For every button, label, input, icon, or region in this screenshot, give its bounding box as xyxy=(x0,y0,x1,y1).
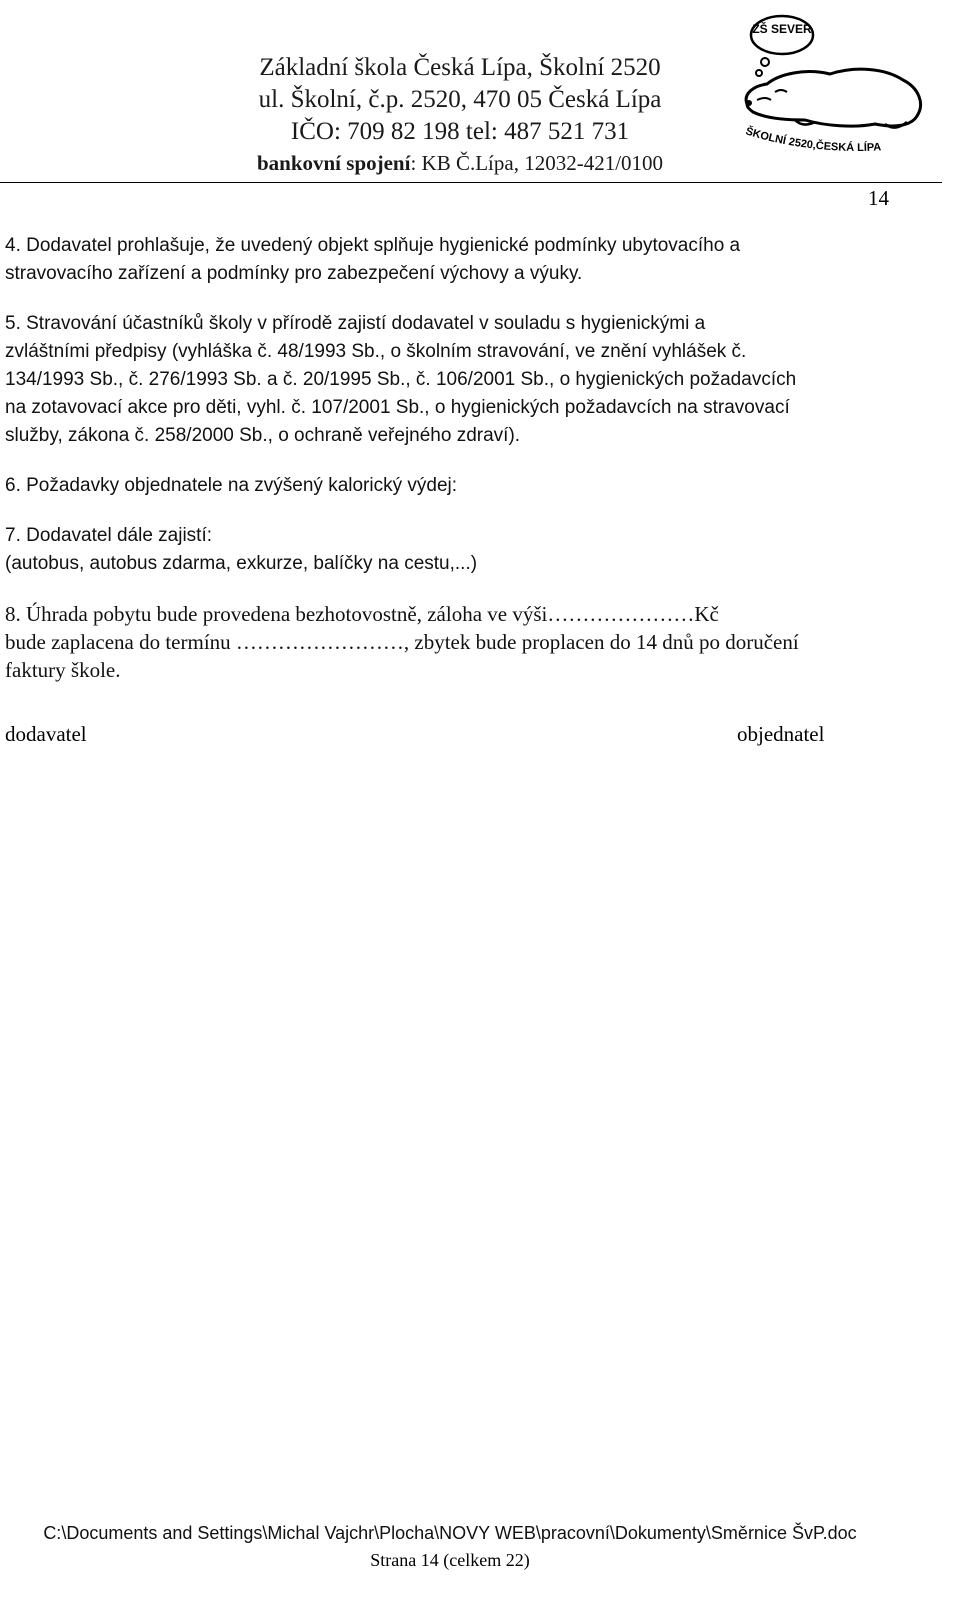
paragraph-5-line-2: zvláštními předpisy (vyhláška č. 48/1993 Sb., o školním stravování, ve znění vyhlášek č. xyxy=(5,341,747,362)
school-address: ul. Školní, č.p. 2520, 470 05 Česká Lípa xyxy=(258,86,662,113)
paragraph-8-line-2: bude zaplacena do termínu ……………………, zbytek bude proplacen do 14 dnů po doručení xyxy=(5,630,799,654)
logo-top-text: ZŠ SEVER xyxy=(752,22,812,36)
signature-dodavatel: dodavatel xyxy=(5,722,87,746)
paragraph-4-line-2: stravovacího zařízení a podmínky pro zabezpečení výchovy a výuky. xyxy=(5,263,583,284)
footer-file-path: C:\Documents and Settings\Michal Vajchr\Plocha\NOVY WEB\pracovní\Dokumenty\Směrnice ŠvP.doc xyxy=(43,1523,857,1543)
paragraph-4-line-1: 4. Dodavatel prohlašuje, že uvedený objekt splňuje hygienické podmínky ubytovacího a xyxy=(5,235,741,256)
school-logo xyxy=(735,8,930,173)
paragraph-6: 6. Požadavky objednatele na zvýšený kalorický výdej: xyxy=(5,475,458,496)
bank-label: bankovní spojení xyxy=(256,151,411,175)
signature-objednatel: objednatel xyxy=(737,722,825,746)
logo-bottom-text: ŠKOLNÍ 2520,ČESKÁ LÍPA xyxy=(744,125,882,154)
page-number: 14 xyxy=(868,186,889,210)
paragraph-5-line-3: 134/1993 Sb., č. 276/1993 Sb. a č. 20/1995 Sb., č. 106/2001 Sb., o hygienických požadavcích xyxy=(5,369,797,390)
paragraph-8-line-3: faktury škole. xyxy=(5,658,121,682)
paragraph-5-line-5: služby, zákona č. 258/2000 Sb., o ochraně veřejného zdraví). xyxy=(5,425,521,446)
paragraph-7-line-1: 7. Dodavatel dále zajistí: xyxy=(5,525,213,546)
contract-body xyxy=(5,232,935,684)
paragraph-7-line-2: (autobus, autobus zdarma, exkurze, balíčky na cestu,...) xyxy=(5,553,478,574)
paragraph-5-line-1: 5. Stravování účastníků školy v přírodě zajistí dodavatel v souladu s hygienickými a xyxy=(5,313,706,334)
footer-page-count: Strana 14 (celkem 22) xyxy=(370,1550,530,1570)
paragraph-8-line-1: 8. Úhrada pobytu bude provedena bezhotovostně, záloha ve výši…………………Kč xyxy=(5,602,719,626)
bank-value: : KB Č.Lípa, 12032-421/0100 xyxy=(410,151,664,175)
logo-bear xyxy=(746,69,920,126)
school-name: Základní škola Česká Lípa, Školní 2520 xyxy=(259,54,661,81)
school-ico-phone: IČO: 709 82 198 tel: 487 521 731 xyxy=(290,118,630,145)
letterhead xyxy=(190,52,730,178)
header-divider xyxy=(0,182,942,183)
paragraph-5-line-4: na zotavovací akce pro děti, vyhl. č. 107/2001 Sb., o hygienických požadavcích na stravovací xyxy=(5,397,790,418)
bank-connection xyxy=(190,148,730,178)
